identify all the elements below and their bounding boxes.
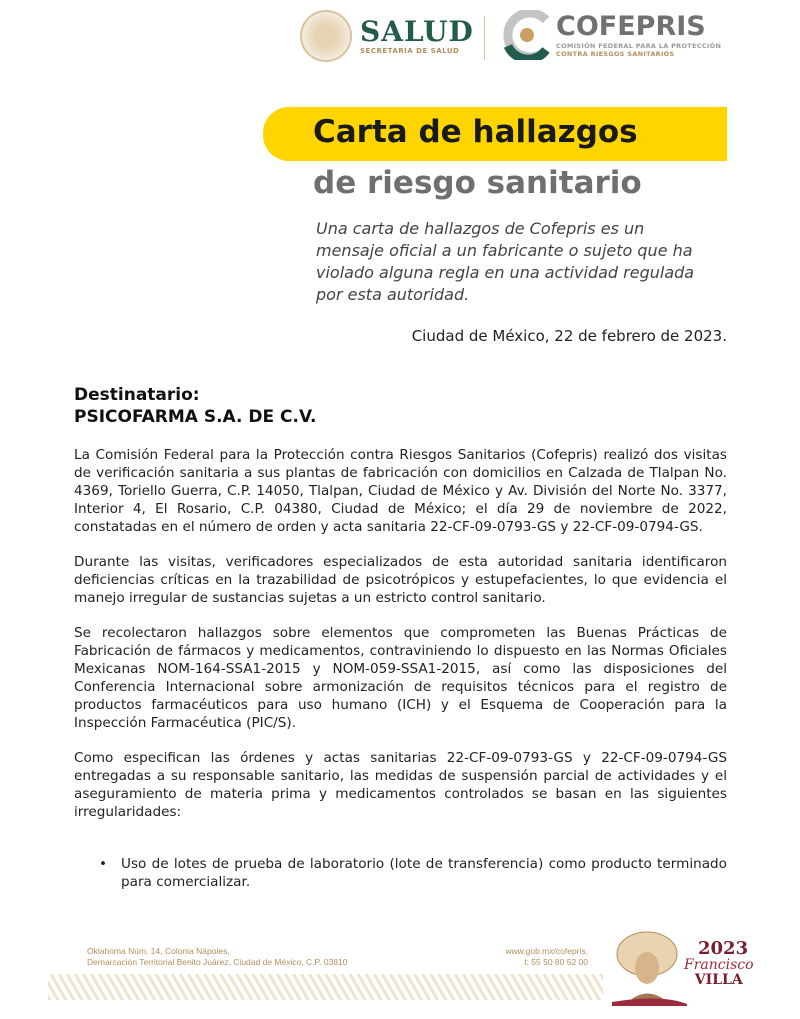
- page-title: Carta de hallazgos: [313, 114, 638, 150]
- recipient-label: Destinatario:: [74, 385, 200, 405]
- paragraph: Como especifican las órdenes y actas sanitarias 22-CF-09-0793-GS y 22-CF-09-0794-GS entregadas a su responsable sanitario, las medidas de suspensión parcial de actividades y el aseguramiento de materia prima y medicamentos controlados se basan en las siguientes irregularidades:: [74, 750, 727, 820]
- cofepris-subtitle-2: CONTRA RIESGOS SANITARIOS: [556, 50, 675, 58]
- paragraph: Se recolectaron hallazgos sobre elementos que comprometen las Buenas Prácticas de Fabricación de fármacos y medicamentos, contraviniendo lo dispuesto en las Normas Oficiales Mexicanas NOM-164-SSA1-2015 y NOM-059-SSA1-2015, así como las disposiciones del Conferencia Internacional sobre armonización de requisitos técnicos para el registro de productos farmacéuticos para uso humano (ICH) y el Esquema de Cooperación para la Inspección Farmacéutica (PIC/S).: [74, 625, 727, 731]
- paragraph: La Comisión Federal para la Protección contra Riesgos Sanitarios (Cofepris) realizó dos visitas de verificación sanitaria a sus plantas de fabricación con domicilios en Calzada de Tlalpan No. 4369, Toriello Guerra, C.P. 14050, Tlalpan, Ciudad de México y Av. División del Norte No. 3377, Interior 4, El Rosario, C.P. 04380, Ciudad de México; el día 29 de noviembre de 2022, constatadas en el número de orden y acta sanitaria 22-CF-09-0793-GS y 22-CF-09-0794-GS.: [74, 447, 727, 535]
- letter-date: Ciudad de México, 22 de febrero de 2023.: [411, 327, 727, 345]
- footer-address: [87, 946, 348, 968]
- cofepris-logo-icon: [502, 10, 550, 60]
- irregularities-list: [74, 855, 727, 891]
- cofepris-logo: [556, 12, 721, 58]
- villa-last-name: VILLA: [694, 972, 743, 988]
- paragraph: Durante las visitas, verificadores especializados de esta autoridad sanitaria identificaron deficiencias críticas en la trazabilidad de psicotrópicos y estupefacientes, lo que evidencia el manejo irregular de sustancias sujetas a un estricto control sanitario.: [74, 554, 727, 606]
- salud-wordmark: SALUD: [360, 15, 474, 48]
- title-description: Una carta de hallazgos de Cofepris es un mensaje oficial a un fabricante o sujeto que ha violado alguna regla en una actividad regulada por esta autoridad.: [316, 219, 695, 304]
- cofepris-subtitle-1: COMISIÓN FEDERAL PARA LA PROTECCIÓN: [556, 42, 722, 50]
- footer-phone: t: 55 50 80 52 00: [524, 957, 588, 967]
- villa-first-name: Francisco: [684, 957, 754, 973]
- address-line-2: Demarcación Territorial Benito Juárez, Ciudad de México, C.P. 03810: [87, 957, 348, 967]
- salud-subtitle: SECRETARÍA DE SALUD: [360, 47, 460, 55]
- address-line-1: Oklahoma Núm. 14, Colonia Nápoles,: [87, 946, 230, 956]
- recipient: [74, 384, 316, 428]
- cofepris-wordmark: COFEPRIS: [556, 11, 706, 42]
- villa-year: 2023: [698, 938, 749, 959]
- list-item: • Uso de lotes de prueba de laboratorio (lote de transferencia) como producto terminado para comercializar.: [121, 855, 727, 891]
- mexico-seal-icon: [300, 10, 352, 62]
- footer-contact: [505, 946, 588, 968]
- recipient-name: PSICOFARMA S.A. DE C.V.: [74, 407, 317, 427]
- logo-divider: [484, 16, 485, 60]
- page-subtitle: de riesgo sanitario: [313, 165, 642, 201]
- footer-website: www.gob.mx/cofepris,: [505, 946, 588, 956]
- salud-logo: [300, 10, 474, 62]
- decorative-pattern: [48, 974, 603, 1000]
- villa-name: [684, 958, 754, 988]
- letter-body: [74, 446, 727, 891]
